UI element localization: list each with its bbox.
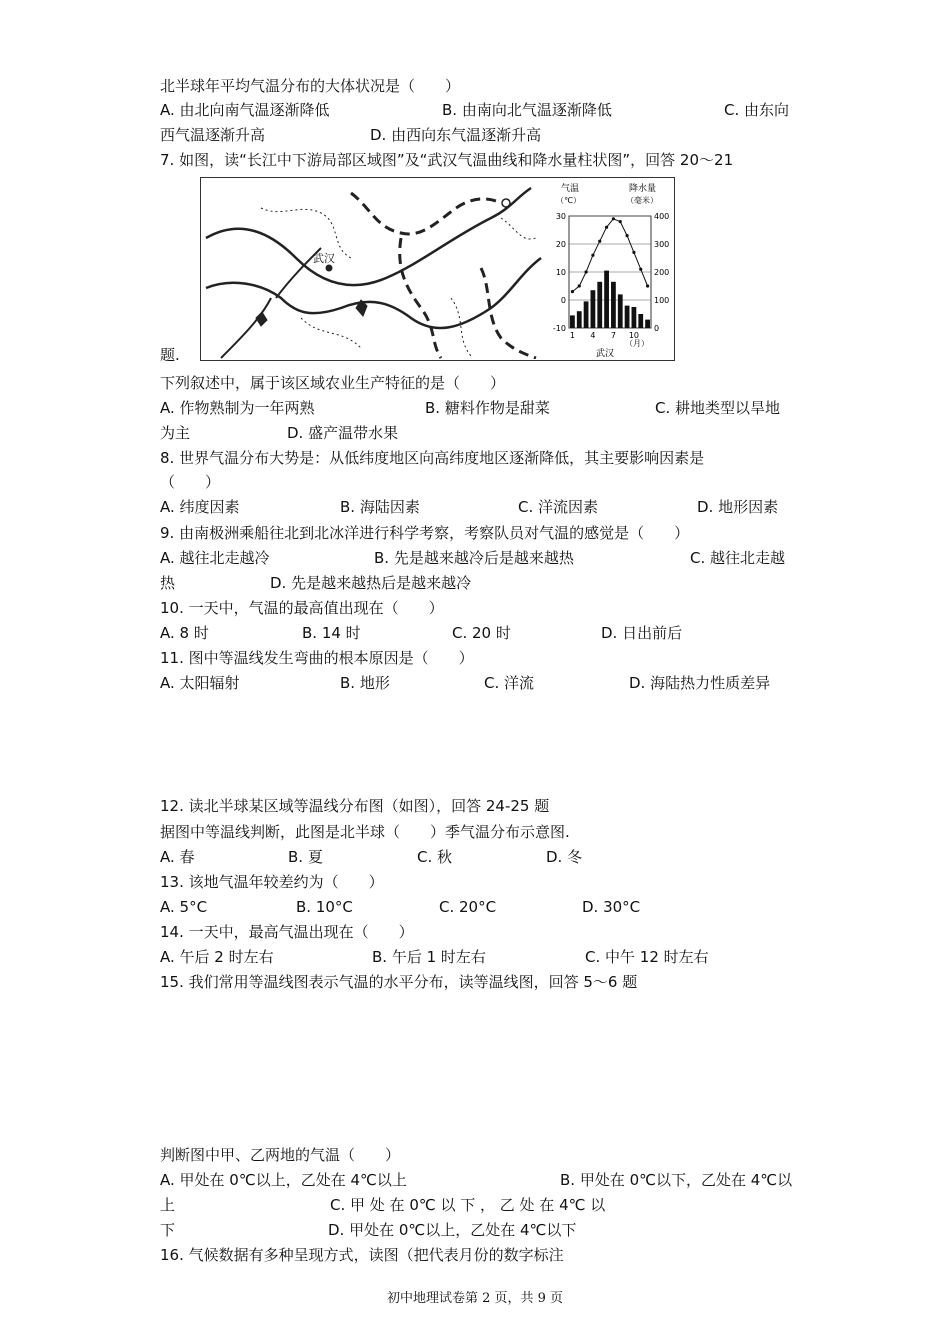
temp-point xyxy=(612,217,615,220)
wuhan-dot xyxy=(326,265,332,271)
q12-sub-stem: 据图中等温线判断，此图是北半球（ ）季气温分布示意图. xyxy=(160,823,570,841)
q12-stem: 12. 读北半球某区域等温线分布图（如图），回答 24-25 题 xyxy=(160,797,550,815)
q6-option-b: B. 由南向北气温逐渐降低 xyxy=(442,101,612,119)
precip-tick-label: 0 xyxy=(654,324,660,333)
q7-option-c: C. 耕地类型以旱地 xyxy=(655,399,781,417)
q10-option-a: A. 8 时 xyxy=(160,624,209,642)
q13-option-a: A. 5°C xyxy=(160,898,208,916)
coastal-circle xyxy=(502,199,510,207)
chart-city-label: 武汉 xyxy=(596,349,615,359)
q15-option-b-cont: 上 xyxy=(160,1196,176,1214)
q16-stem: 16. 气候数据有多种呈现方式，读图（把代表月份的数字标注 xyxy=(160,1246,564,1264)
precip-bar xyxy=(591,290,596,328)
q13-option-d: D. 30°C xyxy=(582,898,641,916)
temp-point xyxy=(646,284,649,287)
temp-point xyxy=(632,251,635,254)
q10-option-d: D. 日出前后 xyxy=(601,624,683,642)
q11-option-d: D. 海陆热力性质差异 xyxy=(629,674,771,692)
temp-point xyxy=(619,220,622,223)
precip-bar xyxy=(618,294,623,328)
q14-stem: 14. 一天中，最高气温出现在（ ） xyxy=(160,923,414,941)
q10-option-b: B. 14 时 xyxy=(302,624,361,642)
precip-axis-unit: （毫米） xyxy=(626,196,658,205)
q14-option-a: A. 午后 2 时左右 xyxy=(160,948,274,966)
q8-option-b: B. 海陆因素 xyxy=(340,498,420,516)
q8-option-c: C. 洋流因素 xyxy=(518,498,599,516)
month-tick-label: 4 xyxy=(590,331,596,340)
lake-2 xyxy=(256,312,267,326)
q15-sub-stem: 判断图中甲、乙两地的气温（ ） xyxy=(160,1146,401,1164)
q7-option-b: B. 糖料作物是甜菜 xyxy=(425,399,550,417)
precip-bar xyxy=(632,307,637,328)
temp-tick-label: -10 xyxy=(552,324,566,333)
precip-bar xyxy=(645,320,650,328)
temp-point xyxy=(584,270,587,273)
temp-point xyxy=(598,240,601,243)
chart-left-ticks xyxy=(553,212,566,333)
q7-option-a: A. 作物熟制为一年两熟 xyxy=(160,399,315,417)
q7-option-c-cont: 为主 xyxy=(160,424,191,442)
temp-curve xyxy=(572,219,647,292)
q10-option-c: C. 20 时 xyxy=(452,624,511,642)
temp-point xyxy=(578,284,581,287)
q14-option-b: B. 午后 1 时左右 xyxy=(372,948,486,966)
yangtze-map xyxy=(206,188,541,358)
q13-option-c: C. 20°C xyxy=(439,898,497,916)
precip-bar xyxy=(584,301,589,328)
q15-stem: 15. 我们常用等温线图表示气温的水平分布，读等温线图，回答 5～6 题 xyxy=(160,973,638,991)
q15-option-b: B. 甲处在 0℃以下，乙处在 4℃以 xyxy=(560,1171,793,1189)
boundary-dotted-4 xyxy=(501,218,536,239)
precip-bar xyxy=(570,315,575,328)
q9-stem: 9. 由南极洲乘船往北到北冰洋进行科学考察，考察队员对气温的感觉是（ ） xyxy=(160,524,690,542)
temp-point xyxy=(625,234,628,237)
month-tick-label: 1 xyxy=(569,331,575,340)
precip-tick-label: 300 xyxy=(654,240,670,249)
q14-option-c: C. 中午 12 时左右 xyxy=(585,948,709,966)
q12-option-c: C. 秋 xyxy=(417,848,453,866)
q9-option-b: B. 先是越来越冷后是越来越热 xyxy=(374,549,574,567)
province-border-middle xyxy=(400,238,441,358)
q13-option-b: B. 10°C xyxy=(296,898,353,916)
q6-option-c-cont: 西气温逐渐升高 xyxy=(160,126,266,144)
q11-option-c: C. 洋流 xyxy=(484,674,535,692)
q11-stem: 11. 图中等温线发生弯曲的根本原因是（ ） xyxy=(160,649,474,667)
temp-point xyxy=(605,226,608,229)
q10-stem: 10. 一天中，气温的最高值出现在（ ） xyxy=(160,599,444,617)
map-label-wuhan: 武汉 xyxy=(313,252,335,265)
chart-right-ticks xyxy=(654,212,669,333)
q7-stem: 7. 如图，读“长江中下游局部区域图”及“武汉气温曲线和降水量柱状图”，回答 20～21 xyxy=(160,151,734,169)
q8-paren: （ ） xyxy=(160,473,221,491)
q7-stem-end: 题. xyxy=(160,346,180,364)
precip-tick-label: 200 xyxy=(654,268,670,277)
q6-option-d: D. 由西向东气温逐渐升高 xyxy=(370,126,542,144)
q11-option-b: B. 地形 xyxy=(340,674,390,692)
q9-option-d: D. 先是越来越热后是越来越冷 xyxy=(270,574,472,592)
q12-option-b: B. 夏 xyxy=(288,848,323,866)
precip-bar xyxy=(638,314,643,328)
precip-bar xyxy=(625,306,630,328)
precip-bar xyxy=(597,282,602,328)
q12-option-a: A. 春 xyxy=(160,848,195,866)
temp-point xyxy=(571,290,574,293)
q15-option-d: D. 甲处在 0℃以上，乙处在 4℃以下 xyxy=(328,1221,577,1239)
q9-option-a: A. 越往北走越冷 xyxy=(160,549,270,567)
q7-figure-svg xyxy=(201,178,673,359)
province-border-north xyxy=(351,193,501,234)
q7-figure xyxy=(200,177,675,361)
boundary-dotted-2 xyxy=(301,318,361,348)
q9-option-c: C. 越往北走越 xyxy=(690,549,786,567)
precip-bar xyxy=(604,271,609,328)
q6-stem: 北半球年平均气温分布的大体状况是（ ） xyxy=(160,77,461,95)
temp-line xyxy=(571,217,649,293)
q8-option-a: A. 纬度因素 xyxy=(160,498,240,516)
temp-tick-label: 20 xyxy=(555,240,566,249)
precip-bar xyxy=(577,311,582,328)
q12-option-d: D. 冬 xyxy=(546,848,583,866)
q8-option-d: D. 地形因素 xyxy=(697,498,779,516)
temp-point xyxy=(639,268,642,271)
q11-option-a: A. 太阳辐射 xyxy=(160,674,240,692)
q8-stem: 8. 世界气温分布大势是：从低纬度地区向高纬度地区逐渐降低，其主要影响因素是 xyxy=(160,449,705,467)
temp-tick-label: 0 xyxy=(560,296,566,305)
q15-option-c-cont: 下 xyxy=(160,1221,176,1239)
precip-bar xyxy=(611,282,616,328)
q15-option-c: C. 甲 处 在 0℃ 以 下 ， 乙 处 在 4℃ 以 xyxy=(330,1196,606,1214)
q6-option-c: C. 由东向 xyxy=(724,101,790,119)
month-axis-unit: （月） xyxy=(625,339,649,348)
q15-option-a: A. 甲处在 0℃以上，乙处在 4℃以上 xyxy=(160,1171,407,1189)
climate-chart xyxy=(553,182,669,359)
river-tributary xyxy=(221,248,321,358)
temp-point xyxy=(591,254,594,257)
month-tick-label: 10 xyxy=(628,331,640,340)
temp-tick-label: 30 xyxy=(555,212,566,221)
precip-tick-label: 400 xyxy=(654,212,670,221)
temp-tick-label: 10 xyxy=(555,268,566,277)
q7-sub-stem: 下列叙述中，属于该区域农业生产特征的是（ ） xyxy=(160,374,506,392)
q13-stem: 13. 该地气温年较差约为（ ） xyxy=(160,873,384,891)
precip-axis-title: 降水量 xyxy=(629,184,657,194)
q7-option-d: D. 盛产温带水果 xyxy=(287,424,399,442)
page-footer: 初中地理试卷第 2 页，共 9 页 xyxy=(386,1291,564,1306)
precip-tick-label: 100 xyxy=(654,296,670,305)
q6-option-a: A. 由北向南气温逐渐降低 xyxy=(160,101,330,119)
q9-option-c-cont: 热 xyxy=(160,574,176,592)
temp-axis-unit: （℃） xyxy=(556,196,581,205)
month-tick-label: 7 xyxy=(610,331,616,340)
temp-axis-title: 气温 xyxy=(561,184,580,194)
boundary-dotted-1 xyxy=(261,208,351,258)
